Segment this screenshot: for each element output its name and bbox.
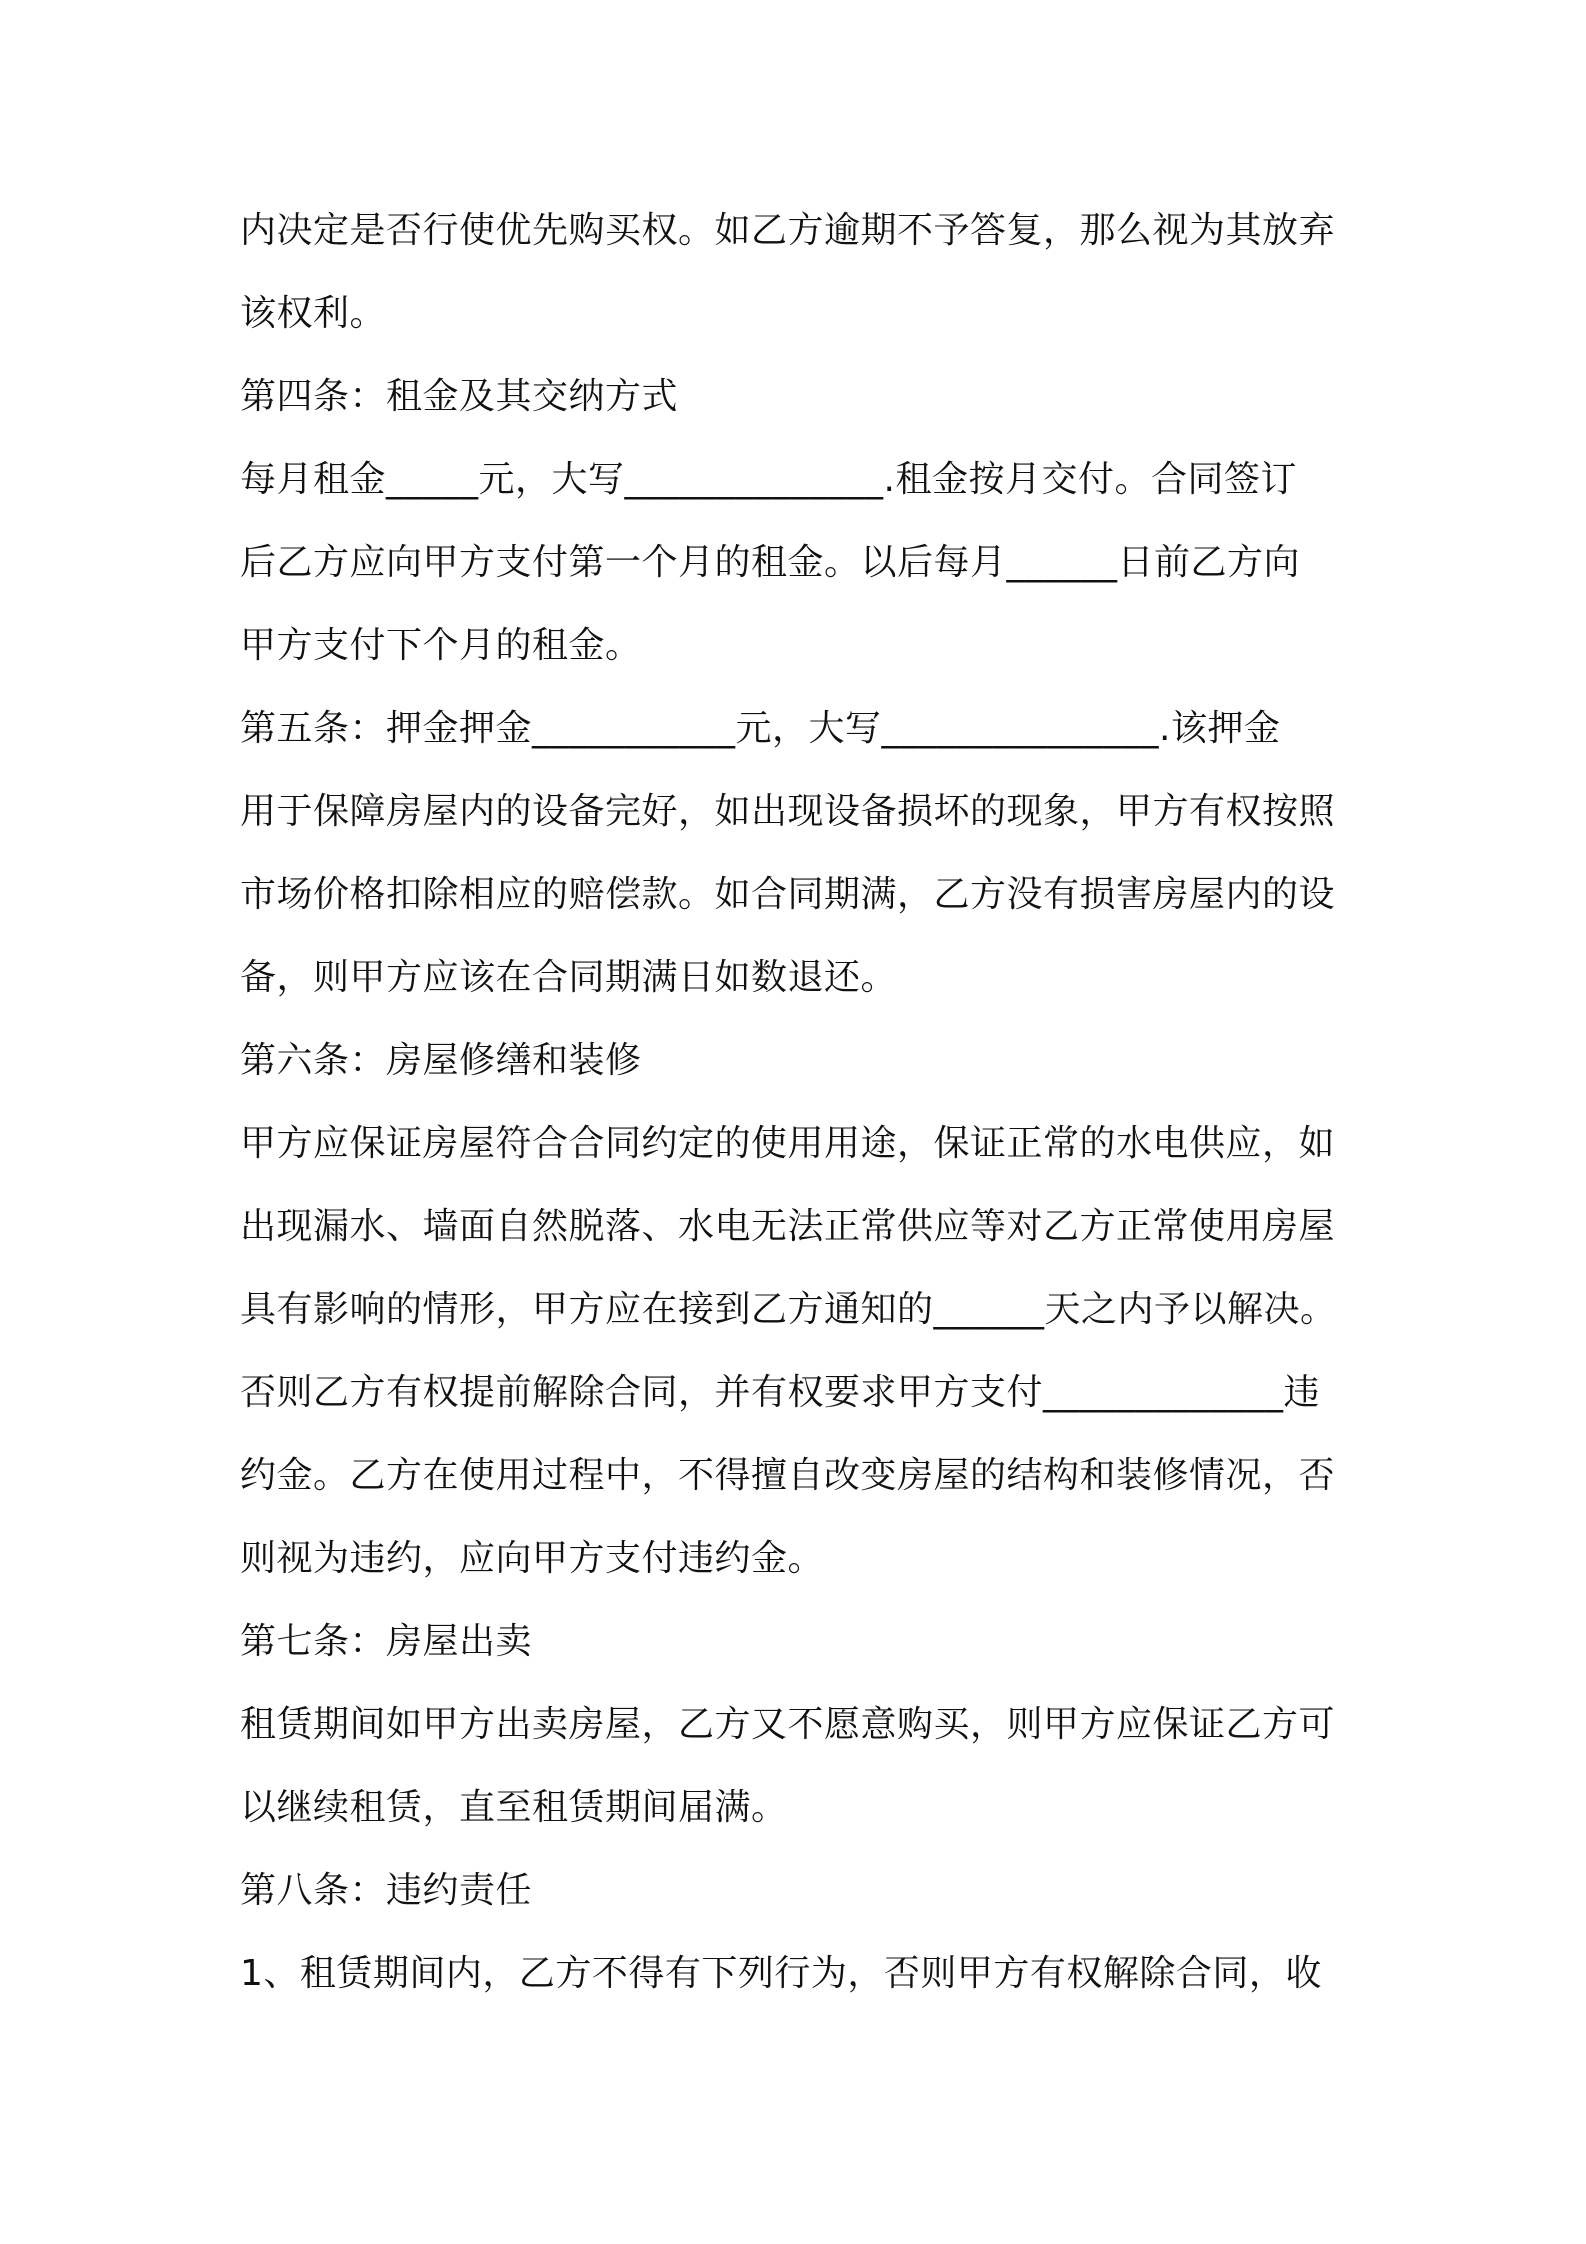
text-line: 具有影响的情形，甲方应在接到乙方通知的______天之内予以解决。 — [240, 1289, 1337, 1330]
text-line: 否则乙方有权提前解除合同，并有权要求甲方支付_____________违 — [240, 1372, 1321, 1413]
text-line: 以继续租赁，直至租赁期间届满。 — [240, 1787, 788, 1828]
section-heading: 第六条：房屋修缮和装修 — [240, 1040, 642, 1081]
section-heading: 第八条：违约责任 — [240, 1870, 533, 1911]
text-line: 内决定是否行使优先购买权。如乙方逾期不予答复，那么视为其放弃 — [240, 210, 1336, 251]
text-line: 用于保障房屋内的设备完好，如出现设备损坏的现象，甲方有权按照 — [240, 791, 1336, 832]
text-line: 出现漏水、墙面自然脱落、水电无法正常供应等对乙方正常使用房屋 — [240, 1206, 1336, 1247]
text-line: 该权利。 — [240, 293, 387, 334]
text-line: 租赁期间如甲方出卖房屋，乙方又不愿意购买，则甲方应保证乙方可 — [240, 1704, 1336, 1745]
text-line: 备，则甲方应该在合同期满日如数退还。 — [240, 957, 898, 998]
text-line: 则视为违约，应向甲方支付违约金。 — [240, 1538, 825, 1579]
text-line: 每月租金_____元，大写______________.租金按月交付。合同签订 — [240, 459, 1297, 500]
section-heading: 第四条：租金及其交纳方式 — [240, 376, 679, 417]
text-line: 甲方支付下个月的租金。 — [240, 625, 642, 666]
section-heading: 第五条：押金押金___________元，大写_______________.该押金 — [240, 708, 1281, 749]
text-line: 约金。乙方在使用过程中，不得擅自改变房屋的结构和装修情况，否 — [240, 1455, 1336, 1496]
text-line: 1、租赁期间内，乙方不得有下列行为，否则甲方有权解除合同，收 — [240, 1953, 1322, 1994]
section-heading: 第七条：房屋出卖 — [240, 1621, 533, 1662]
text-line: 甲方应保证房屋符合合同约定的使用用途，保证正常的水电供应，如 — [240, 1123, 1336, 1164]
text-line: 市场价格扣除相应的赔偿款。如合同期满，乙方没有损害房屋内的设 — [240, 874, 1336, 915]
text-line: 后乙方应向甲方支付第一个月的租金。以后每月______日前乙方向 — [240, 542, 1301, 583]
